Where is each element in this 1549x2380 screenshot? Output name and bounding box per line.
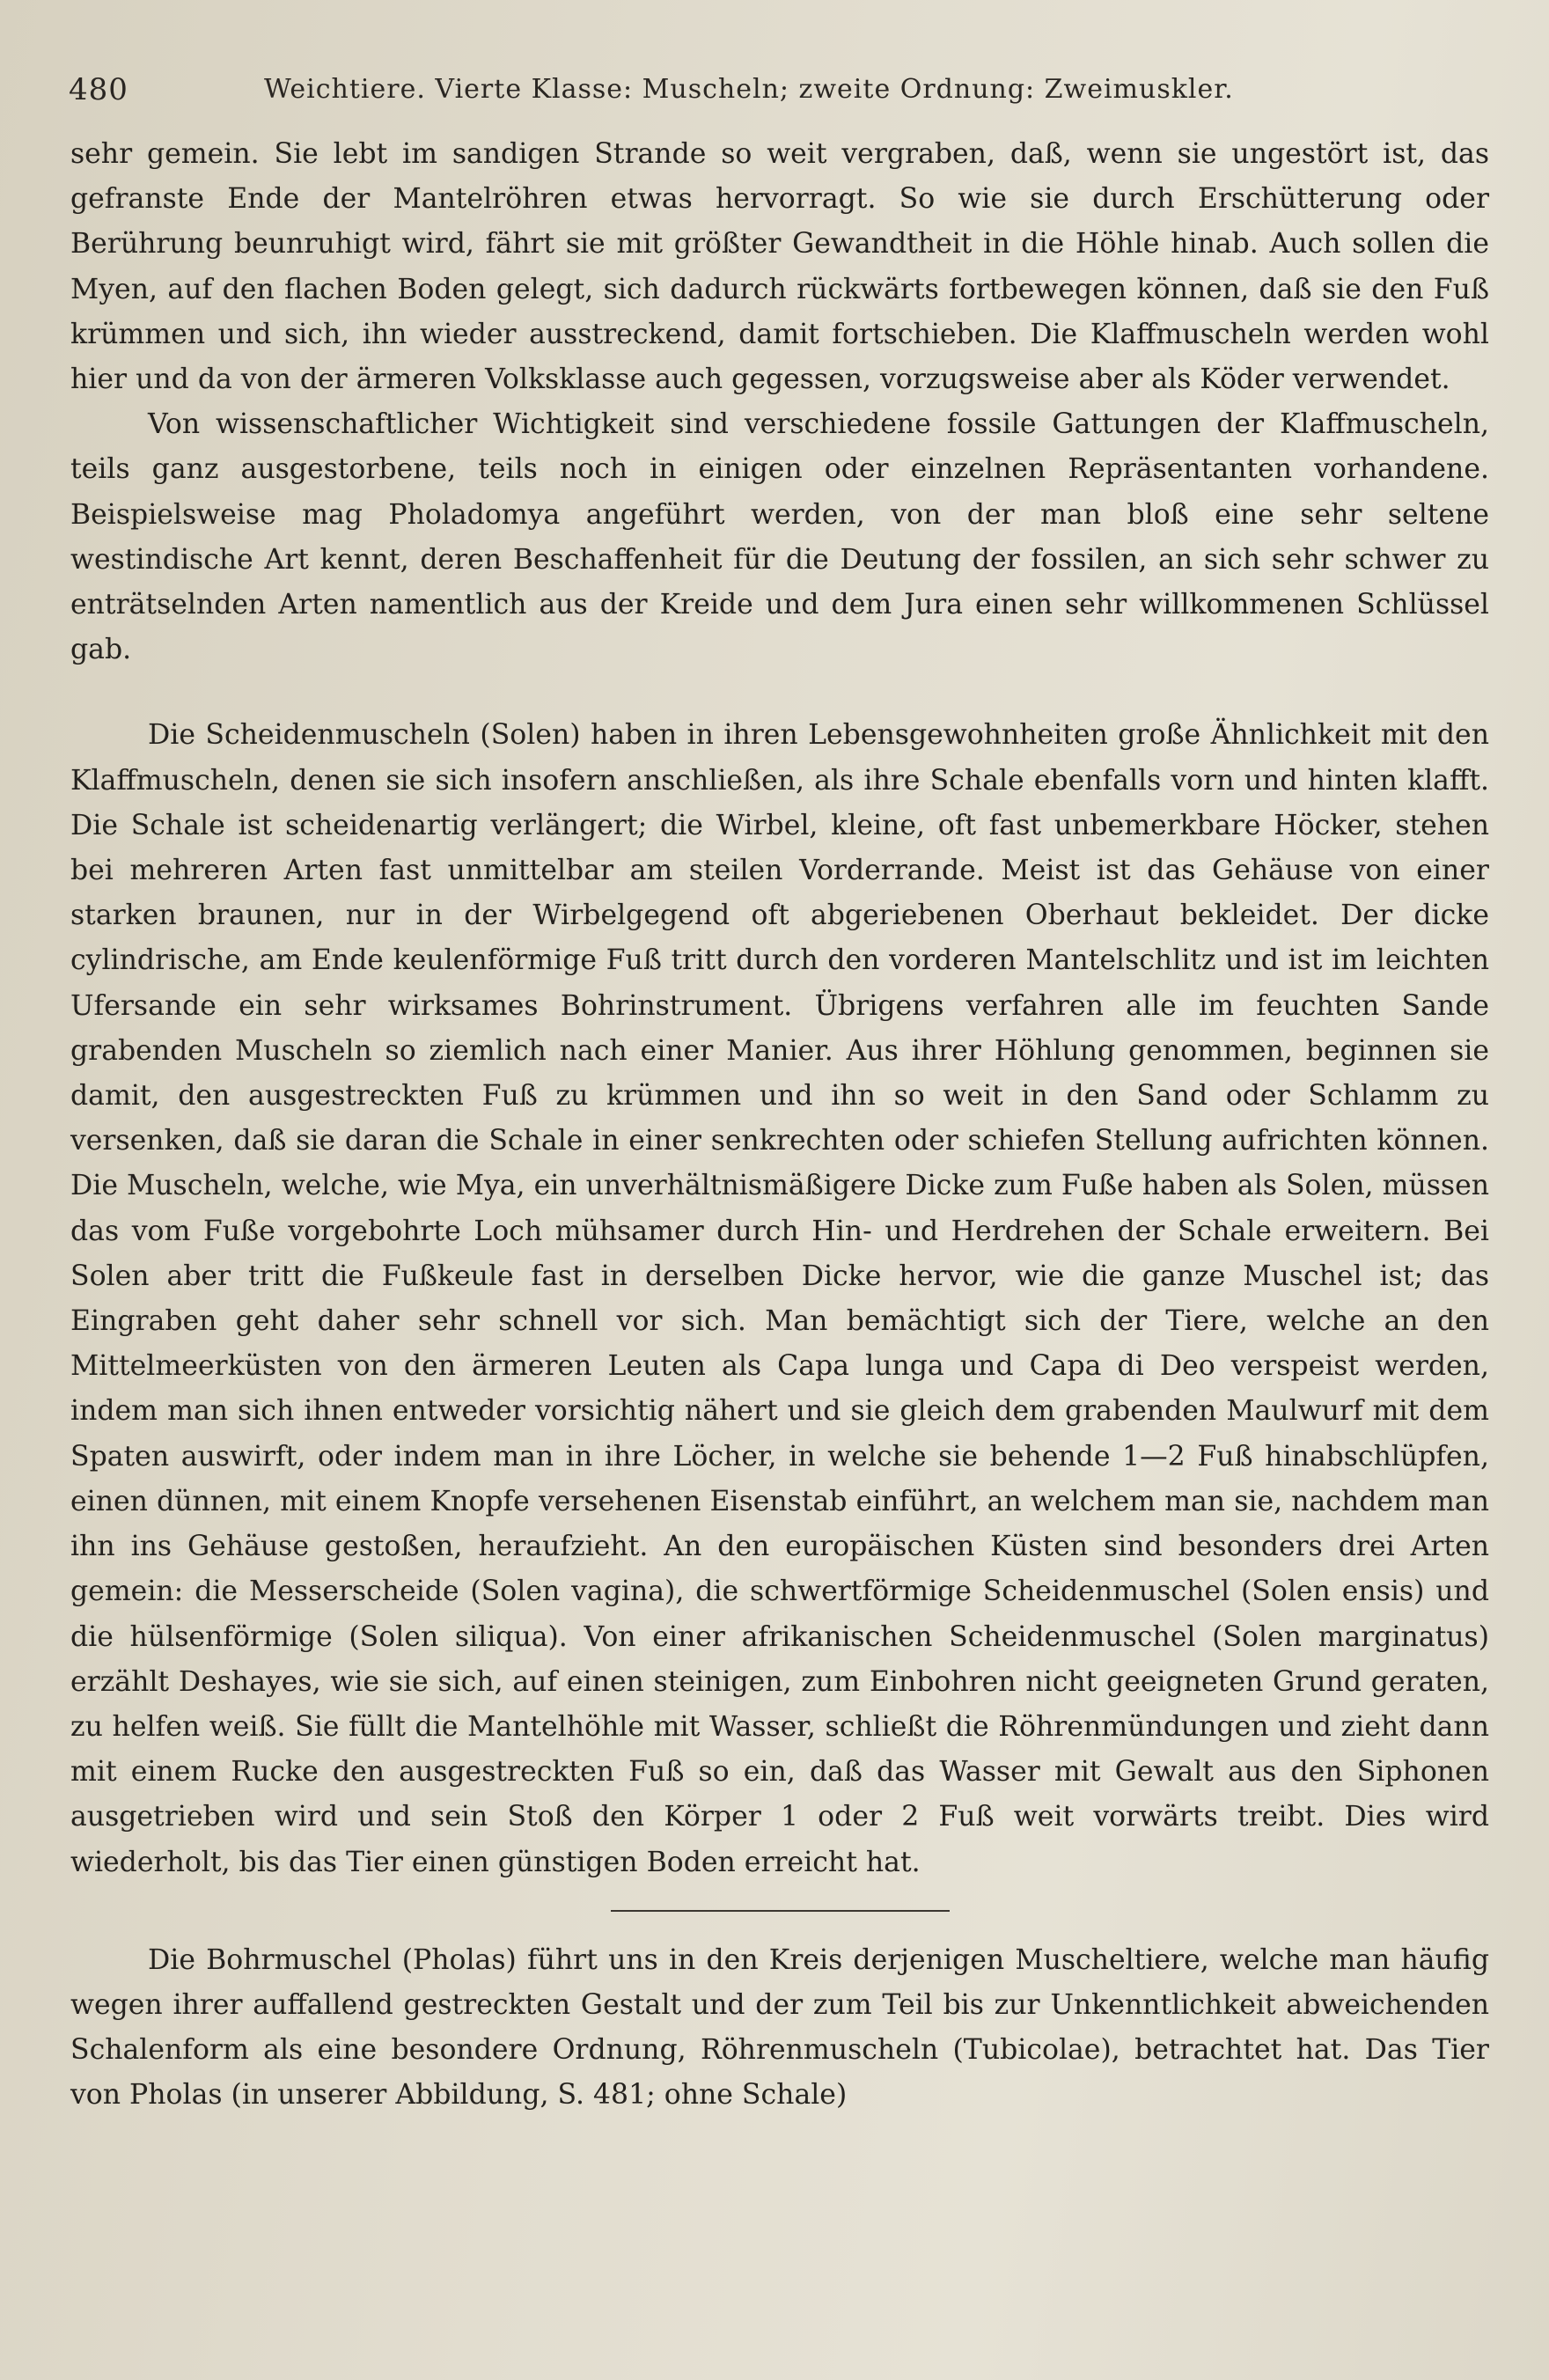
- page-number: 480: [69, 72, 128, 107]
- paragraph-fossil-genera: Von wissenschaftlicher Wichtigkeit sind verschiedene fossile Gattungen der Klaffmuscheln, teils ganz ausgestorbene, teils noch in einigen oder einzelnen Repräsentanten vorhandene. Beispielsweise mag Pholadomya angeführt werden, von der man bloß eine sehr seltene westindische Art kennt, deren Beschaffenheit für die Deutung der fossilen, an sich sehr schwer zu enträtselnden Arten namentlich aus der Kreide und dem Jura einen sehr willkommenen Schlüssel gab.: [70, 408, 1489, 666]
- paragraph-scheidenmuscheln: Die Scheidenmuscheln (Solen) haben in ihren Lebensgewohnheiten große Ähnlichkeit mit den Klaffmuscheln, denen sie sich insofern anschließen, als ihre Schale ebenfalls vorn und hinten klafft. Die Schale ist scheidenartig verlängert; die Wirbel, kleine, oft fast unbemerkbare Höcker, stehen bei mehreren Arten fast unmittelbar am steilen Vorderrande. Meist ist das Gehäuse von einer starken braunen, nur in der Wirbelgegend oft abgeriebenen Oberhaut bekleidet. Der dicke cylindrische, am Ende keulenförmige Fuß tritt durch den vorderen Mantelschlitz und ist im leichten Ufersande ein sehr wirksames Bohrinstrument. Übrigens verfahren alle im feuchten Sande grabenden Muscheln so ziemlich nach einer Manier. Aus ihrer Höhlung genommen, beginnen sie damit, den ausgestreckten Fuß zu krümmen und ihn so weit in den Sand oder Schlamm zu versenken, daß sie daran die Schale in einer senkrechten oder schiefen Stellung aufrichten können. Die Muscheln, welche, wie Mya, ein unverhältnismäßigere Dicke zum Fuße haben als Solen, müssen das vom Fuße vorgebohrte Loch mühsamer durch Hin- und Herdrehen der Schale erweitern. Bei Solen aber tritt die Fußkeule fast in derselben Dicke hervor, wie die ganze Muschel ist; das Eingraben geht daher sehr schnell vor sich. Man bemächtigt sich der Tiere, welche an den Mittelmeerküsten von den ärmeren Leuten als Capa lunga und Capa di Deo verspeist werden, indem man sich ihnen entweder vorsichtig nähert und sie gleich dem grabenden Maulwurf mit dem Spaten auswirft, oder indem man in ihre Löcher, in welche sie behende 1—2 Fuß hinabschlüpfen, einen dünnen, mit einem Knopfe versehenen Eisenstab einführt, an welchem man sie, nachdem man ihn ins Gehäuse gestoßen, heraufzieht. An den europäischen Küsten sind besonders drei Arten gemein: die Messerscheide (Solen vagina), die schwertförmige Scheidenmuschel (Solen ensis) und die hülsenförmige (Solen siliqua). Von einer afrikanischen Scheidenmuschel (Solen marginatus) erzählt Deshayes, wie sie sich, auf einen steinigen, zum Einbohren nicht geeigneten Grund geraten, zu helfen weiß. Sie füllt die Mantelhöhle mit Wasser, schließt die Röhrenmündungen und zieht dann mit einem Rucke den ausgestreckten Fuß so ein, daß das Wasser mit Gewalt aus den Siphonen ausgetrieben wird und sein Stoß den Körper 1 oder 2 Fuß weit vorwärts treibt. Dies wird wiederholt, bis das Tier einen günstigen Boden erreicht hat.: [70, 719, 1489, 1878]
- paragraph-mya-continuation: sehr gemein. Sie lebt im sandigen Strande so weit vergraben, daß, wenn sie ungestört ist, das gefranste Ende der Mantelröhren etwas hervorragt. So wie sie durch Erschütterung oder Berührung beunruhigt wird, fährt sie mit größter Gewandtheit in die Höhle hinab. Auch sollen die Myen, auf den flachen Boden gelegt, sich dadurch rückwärts fortbewegen können, daß sie den Fuß krümmen und sich, ihn wieder ausstreckend, damit fortschieben. Die Klaffmuscheln werden wohl hier und da von der ärmeren Volksklasse auch gegessen, vorzugsweise aber als Köder verwendet.: [70, 138, 1489, 396]
- page-header: [69, 69, 1477, 118]
- page-body: [70, 132, 1489, 2119]
- section-divider: [611, 1910, 950, 1912]
- running-head: Weichtiere. Vierte Klasse: Muscheln; zweite Ordnung: Zweimuskler.: [264, 74, 1234, 105]
- paragraph-bohrmuschel: Die Bohrmuschel (Pholas) führt uns in den Kreis derjenigen Muscheltiere, welche man häufig wegen ihrer auffallend gestreckten Gestalt und der zum Teil bis zur Unkenntlichkeit abweichenden Schalenform als eine besondere Ordnung, Röhrenmuscheln (Tubicolae), betrachtet hat. Das Tier von Pholas (in unserer Abbildung, S. 481; ohne Schale): [70, 1943, 1489, 2112]
